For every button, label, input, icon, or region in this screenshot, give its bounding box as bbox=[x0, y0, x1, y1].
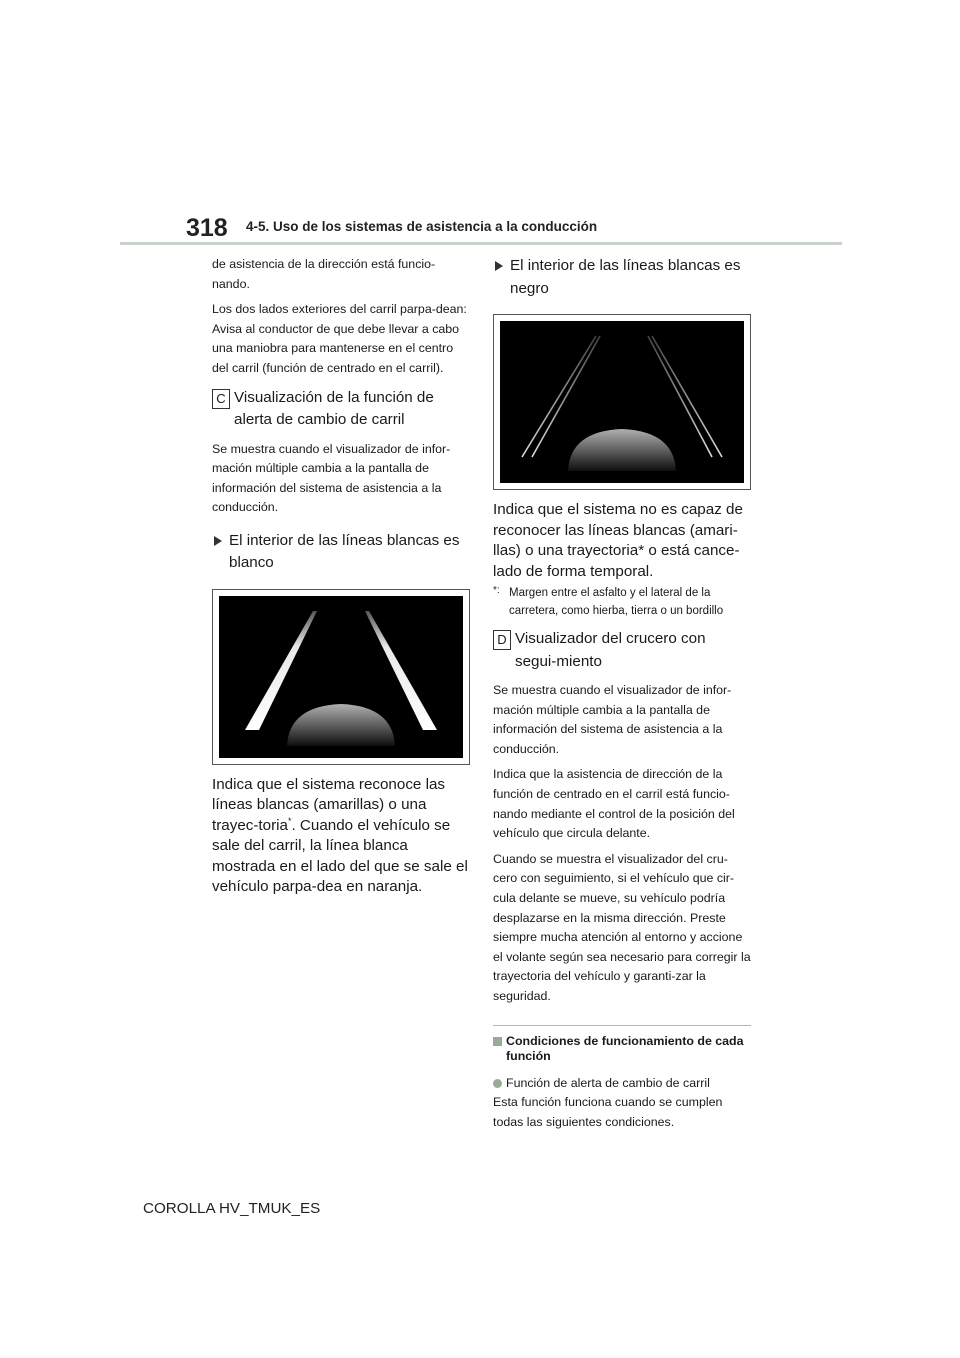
illustration-white-lanes bbox=[212, 589, 470, 765]
paragraph: Se muestra cuando el visualizador de infor-mación múltiple cambia a la pantalla de información del sistema de asistencia a la conducción. bbox=[493, 683, 732, 756]
paragraph: Indica que la asistencia de dirección de la función de centrado en el carril está funcio-nando mediante el control de la posición del vehículo que circula delante. bbox=[493, 767, 735, 841]
section-heading-text: Visualizador del crucero con segui-miento bbox=[515, 630, 706, 670]
section-heading-text: Visualización de la función de alerta de cambio de carril bbox=[234, 388, 434, 429]
footnote-text: Margen entre el asfalto y el lateral de la carretera, como hierba, tierra o un bordillo bbox=[509, 587, 724, 617]
right-column bbox=[493, 255, 751, 1138]
lane-display-white-icon bbox=[219, 596, 463, 758]
circle-bullet-icon bbox=[493, 1079, 502, 1088]
chapter-title: 4-5. Uso de los sistemas de asistencia a la conducción bbox=[246, 219, 598, 234]
illustration-black-lanes bbox=[493, 314, 751, 490]
description-white: Indica que el sistema reconoce las líneas blancas (amarillas) o una trayec-toria*. Cuando el vehículo se sale del carril, la línea blanca mostrada en el lado del que se sale el vehículo parpa-dea en naranja. bbox=[212, 775, 468, 896]
footer-model: COROLLA HV_TMUK_ES bbox=[143, 1200, 321, 1217]
footnote bbox=[493, 584, 751, 620]
section-divider bbox=[493, 1025, 751, 1026]
page-number: 318 bbox=[186, 214, 228, 242]
list-item-text: Función de alerta de cambio de carril bbox=[506, 1075, 710, 1090]
lane-display-black-icon bbox=[500, 321, 744, 483]
section-heading-c bbox=[212, 387, 470, 432]
section-title-text: Condiciones de funcionamiento de cada función bbox=[506, 1033, 744, 1063]
paragraph: Se muestra cuando el visualizador de infor-mación múltiple cambia a la pantalla de información del sistema de asistencia a la conducción. bbox=[212, 441, 451, 515]
section-title bbox=[493, 1034, 751, 1064]
bullet-text: El interior de las líneas blancas es blanco bbox=[229, 531, 460, 572]
paragraph: Cuando se muestra el visualizador del cru-cero con seguimiento, si el vehículo que cir-cula delante se mueve, su vehículo podría desplazarse en la misma dirección. Preste siempre mucha atención al entorno y accione el volante según sea necesario para corregir la trayectoria del vehículo y garanti-zar la seguridad. bbox=[493, 851, 751, 1003]
label-d-box: D bbox=[493, 630, 511, 650]
description-black: Indica que el sistema no es capaz de reconocer las líneas blancas (amari-llas) o una trayectoria* o está cance-lado de forma temporal. bbox=[493, 501, 743, 580]
bullet-text: El interior de las líneas blancas es negro bbox=[510, 257, 741, 297]
label-c-box: C bbox=[212, 389, 230, 409]
left-column bbox=[212, 255, 470, 898]
triangle-bullet-icon bbox=[495, 261, 503, 271]
square-bullet-icon bbox=[493, 1037, 502, 1046]
section-heading-d bbox=[493, 628, 751, 673]
bullet-white-lines bbox=[212, 530, 470, 575]
header-divider bbox=[120, 242, 842, 245]
bullet-black-lines bbox=[493, 255, 751, 300]
paragraph: de asistencia de la dirección está funcio-nando. bbox=[212, 257, 436, 291]
paragraph: Los dos lados exteriores del carril parpa-dean: Avisa al conductor de que debe llevar a cabo una maniobra para mantenerse en el centro del carril (función de centrado en el carril). bbox=[212, 302, 467, 375]
footnote-mark: *: bbox=[493, 585, 500, 596]
list-item bbox=[493, 1074, 751, 1094]
triangle-bullet-icon bbox=[214, 536, 222, 546]
paragraph: Esta función funciona cuando se cumplen todas las siguientes condiciones. bbox=[493, 1095, 723, 1129]
